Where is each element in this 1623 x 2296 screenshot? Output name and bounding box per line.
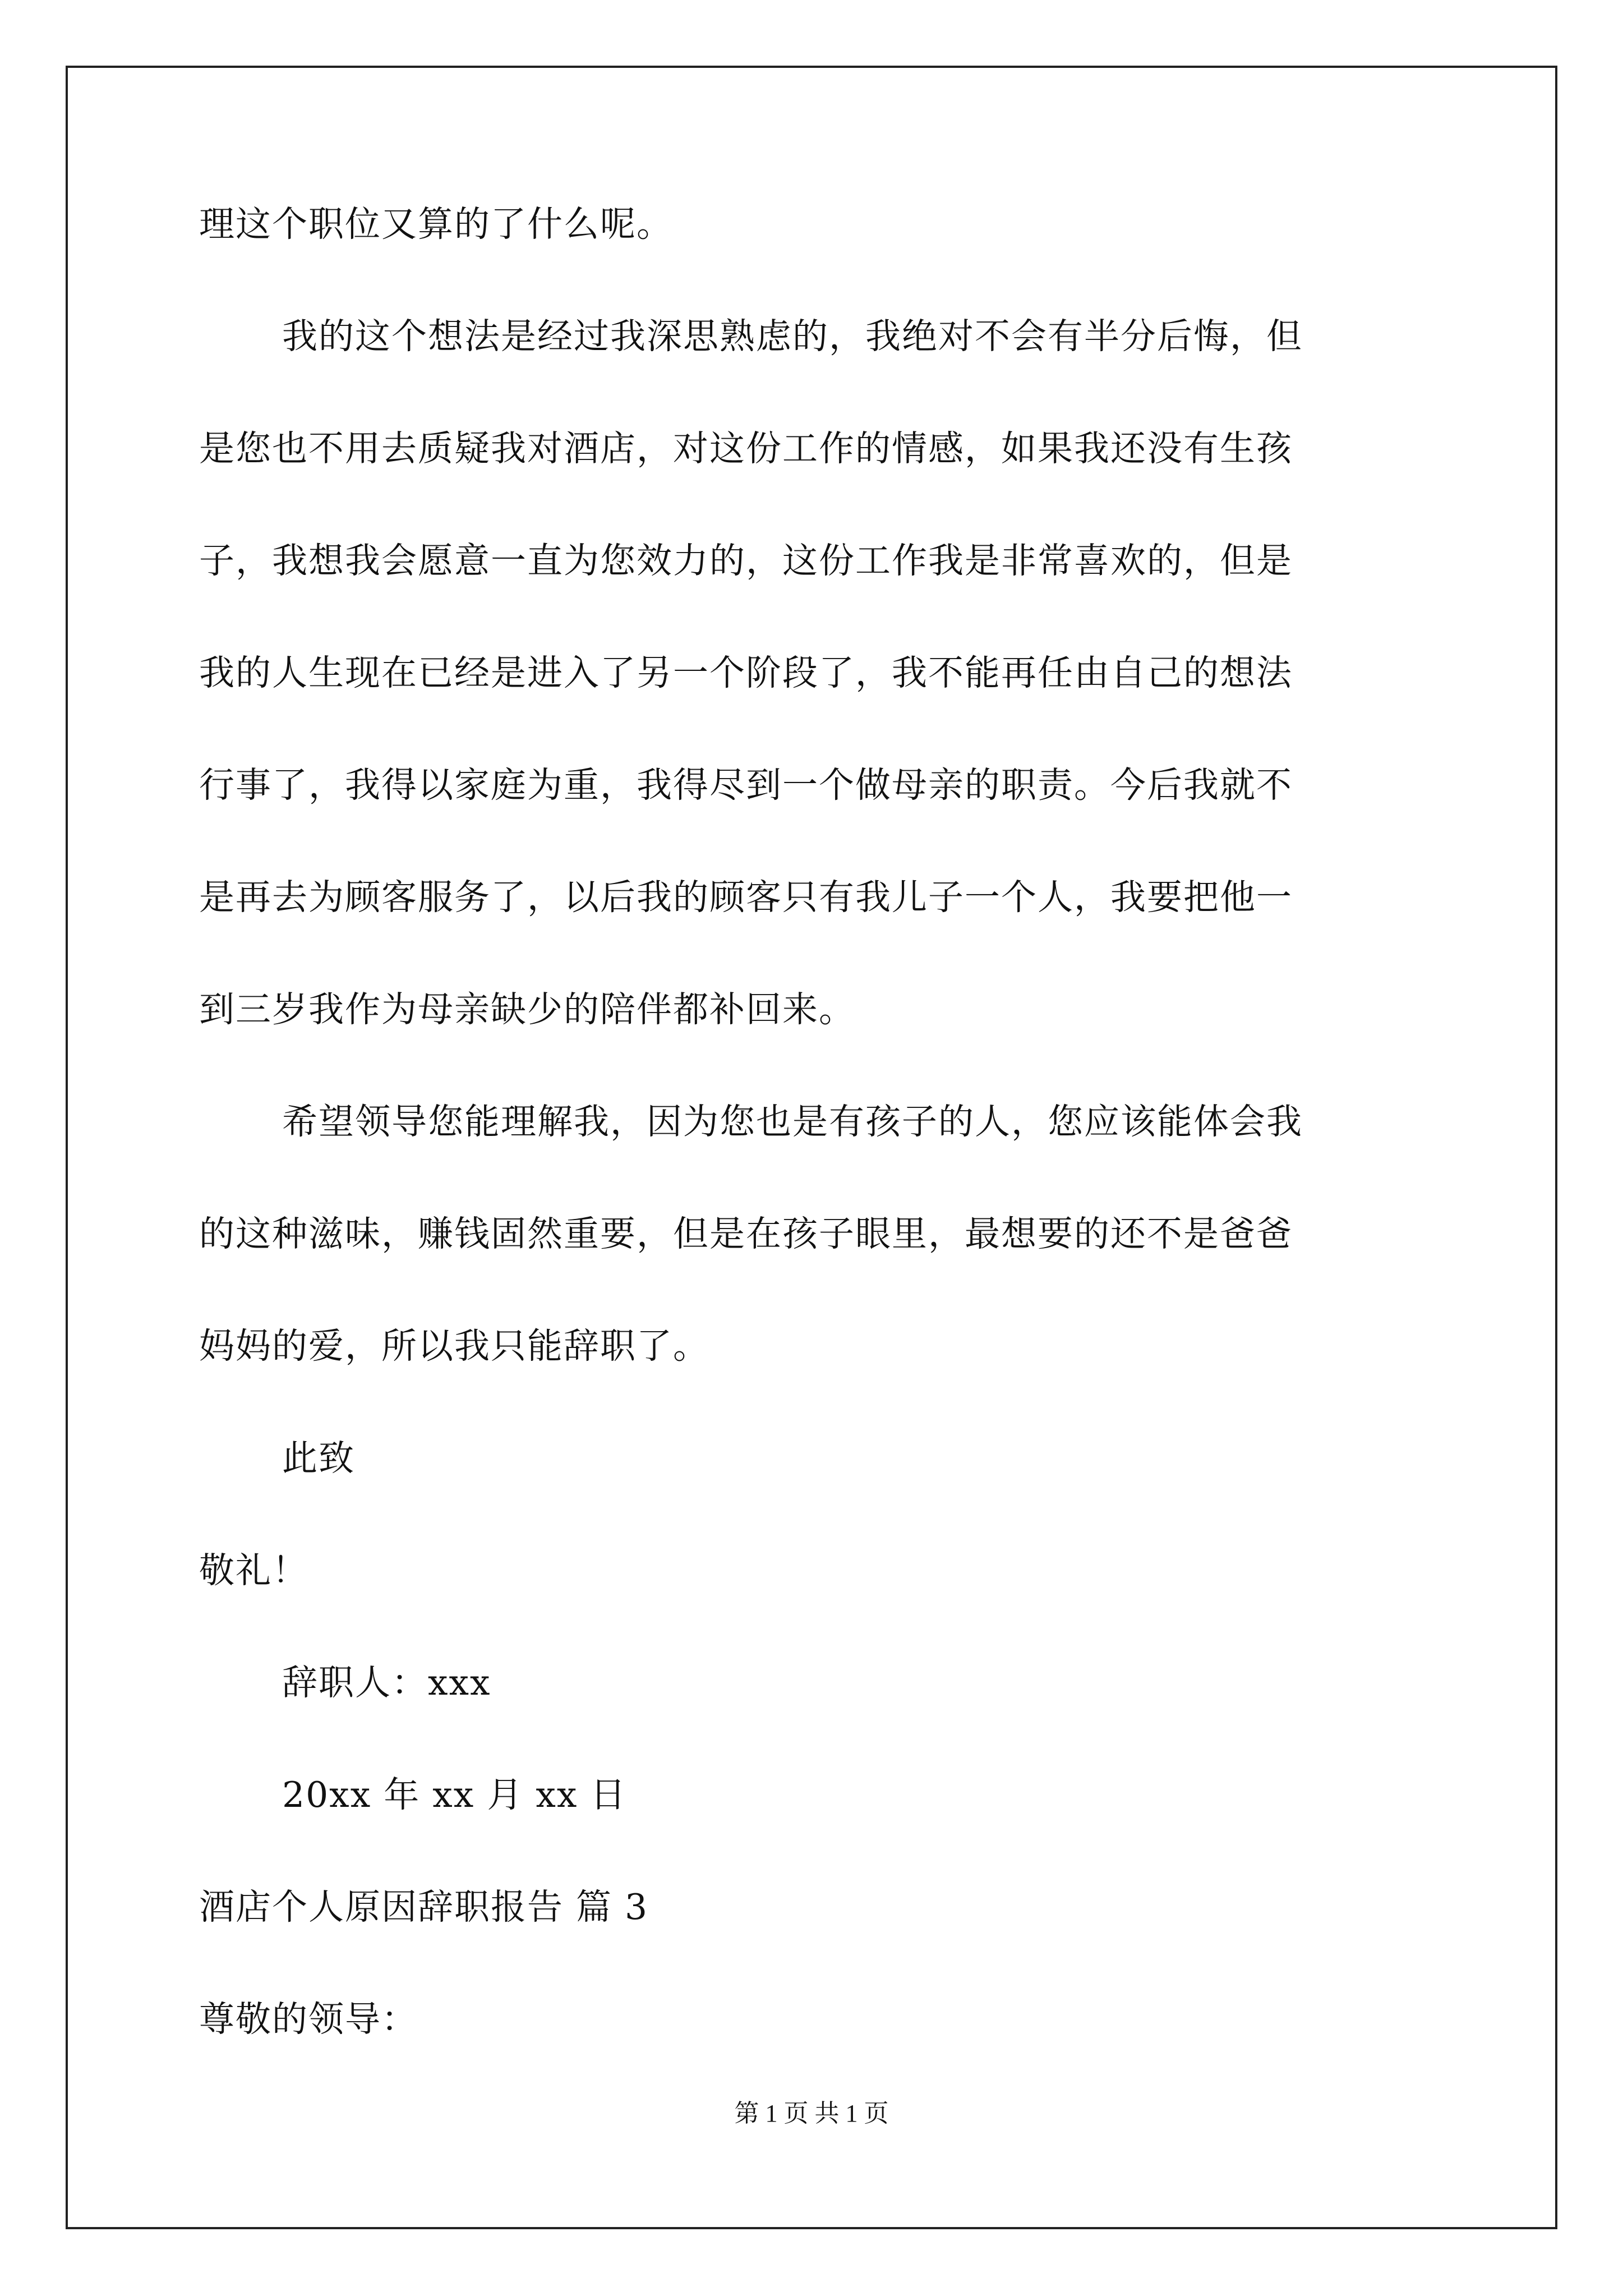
greeting-line: 尊敬的领导：	[199, 1999, 418, 2040]
paragraph-line: 我的人生现在已经是进入了另一个阶段了，我不能再任由自己的想法	[199, 652, 1293, 693]
paragraph-line: 子，我想我会愿意一直为您效力的，这份工作我是非常喜欢的，但是	[199, 540, 1293, 581]
paragraph-line: 到三岁我作为母亲缺少的陪伴都补回来。	[199, 989, 855, 1030]
paragraph-line: 是再去为顾客服务了，以后我的顾客只有我儿子一个人，我要把他一	[199, 877, 1293, 918]
date-line: 20xx 年 xx 月 xx 日	[282, 1774, 627, 1815]
paragraph-line: 是您也不用去质疑我对酒店，对这份工作的情感，如果我还没有生孩	[199, 428, 1293, 469]
paragraph-line: 我的这个想法是经过我深思熟虑的，我绝对不会有半分后悔，但	[282, 316, 1303, 357]
section-heading: 酒店个人原因辞职报告 篇 3	[199, 1887, 649, 1927]
paragraph-line: 理这个职位又算的了什么呢。	[199, 204, 673, 245]
page-footer: 第 1 页 共 1 页	[734, 2100, 889, 2127]
paragraph-line: 希望领导您能理解我，因为您也是有孩子的人，您应该能体会我	[282, 1101, 1303, 1142]
signature-line: 辞职人：xxx	[282, 1662, 491, 1703]
closing-salutation: 此致	[282, 1438, 355, 1479]
paragraph-line: 妈妈的爱，所以我只能辞职了。	[199, 1326, 709, 1366]
paragraph-line: 的这种滋味，赚钱固然重要，但是在孩子眼里，最想要的还不是爸爸	[199, 1213, 1293, 1254]
closing-regards: 敬礼！	[199, 1550, 308, 1591]
paragraph-line: 行事了，我得以家庭为重，我得尽到一个做母亲的职责。今后我就不	[199, 765, 1293, 806]
